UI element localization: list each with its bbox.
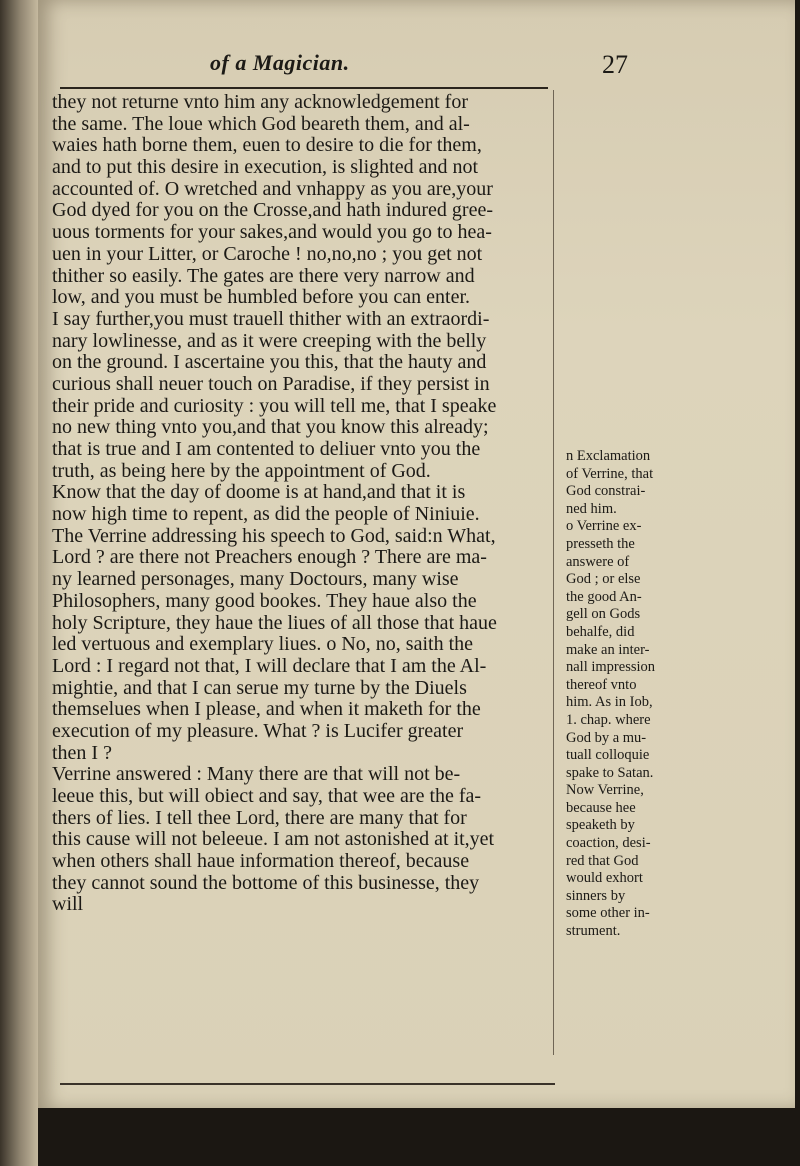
margin-note-line: strument. xyxy=(566,923,621,940)
text-line: the same. The loue which God beareth them, and al- xyxy=(52,112,470,135)
text-line: low, and you must be humbled before you can enter. xyxy=(52,286,471,309)
text-line: nary lowlinesse, and as it were creeping with the belly xyxy=(52,329,487,352)
text-line: thers of lies. I tell thee Lord, there are many that for xyxy=(52,806,467,829)
margin-note-line: n Exclamation xyxy=(566,448,651,464)
text-line: God dyed for you on the Crosse,and hath indured gree- xyxy=(52,199,493,222)
text-line: holy Scripture, they haue the liues of all those that haue xyxy=(52,611,497,634)
margin-note-line: because hee xyxy=(566,799,636,816)
margin-note-line: ned him. xyxy=(566,500,617,517)
text-line: no new thing vnto you,and that you know this already; xyxy=(52,416,489,439)
margin-note-line: 1. chap. where xyxy=(566,711,651,728)
text-line: now high time to repent, as did the people of Niniuie. xyxy=(52,503,480,526)
text-line: leeue this, but will obiect and say, that wee are the fa- xyxy=(52,785,482,807)
margin-note-line: him. As in Iob, xyxy=(566,694,653,711)
text-line: Lord ? are there not Preachers enough ? There are ma- xyxy=(52,546,487,569)
text-line: curious shall neuer touch on Paradise, if they persist in xyxy=(52,372,490,395)
text-line: Verrine answered : Many there are that will not be- xyxy=(52,763,461,786)
text-line: their pride and curiosity : you will tell me, that I speake xyxy=(52,394,497,417)
text-line: on the ground. I ascertaine you this, that the hauty and xyxy=(52,351,487,374)
text-line: thither so easily. The gates are there very narrow and xyxy=(52,264,475,287)
text-line: execution of my pleasure. What ? is Lucifer greater xyxy=(52,719,464,742)
margin-note-line: spake to Satan. xyxy=(566,764,654,781)
text-line: will xyxy=(52,893,84,916)
page-bottom-shadow xyxy=(38,1108,795,1166)
margin-note-line: some other in- xyxy=(566,905,650,922)
margin-note-line: of Verrine, that xyxy=(566,465,654,482)
text-line: Lord : I regard not that, I will declare that I am the Al- xyxy=(52,654,487,677)
text-line: Know that the day of doome is at hand,and that it is xyxy=(52,481,466,504)
text-line: accounted of. O wretched and vnhappy as you are,your xyxy=(52,177,493,200)
text-line: uen in your Litter, or Caroche ! no,no,no ; you get not xyxy=(52,242,483,265)
margin-note-line: thereof vnto xyxy=(566,676,637,693)
text-line: truth, as being here by the appointment of God. xyxy=(52,459,431,482)
margin-note-line: would exhort xyxy=(566,870,643,887)
text-line: ny learned personages, many Doctours, many wise xyxy=(52,568,459,591)
margin-note-line: sinners by xyxy=(566,887,626,904)
margin-note-line: Now Verrine, xyxy=(566,782,644,799)
margin-note-line: red that God xyxy=(566,852,639,869)
margin-note-line: the good An- xyxy=(566,588,642,605)
text-line: then I ? xyxy=(52,741,112,764)
margin-note-line: God by a mu- xyxy=(566,729,647,746)
margin-note-line: tuall colloquie xyxy=(566,747,650,764)
text-line: waies hath borne them, euen to desire to die for them, xyxy=(52,134,482,157)
text-line: that is true and I am contented to deliuer vnto you the xyxy=(52,438,481,460)
margin-note-line: God ; or else xyxy=(566,571,641,588)
text-line: when others shall haue information thereof, because xyxy=(52,850,470,873)
margin-note-line: o Verrine ex- xyxy=(566,518,642,535)
margin-note-line: answere of xyxy=(566,553,630,570)
text-line: Philosophers, many good bookes. They haue also the xyxy=(52,589,477,612)
text-line: themselues when I please, and when it maketh for the xyxy=(52,698,481,721)
text-line: I say further,you must trauell thither with an extraordi- xyxy=(52,307,490,330)
facing-page-edge xyxy=(0,0,40,1166)
margin-note-line: presseth the xyxy=(566,535,635,552)
margin-rule xyxy=(553,90,554,1055)
text-line: mightie, and that I can serue my turne by the Diuels xyxy=(52,676,467,699)
margin-note-line: nall impression xyxy=(566,659,656,676)
text-line: led vertuous and exemplary liues. o No, no, saith the xyxy=(52,633,474,656)
margin-note-line: God constrai- xyxy=(566,483,646,500)
margin-note-line: coaction, desi- xyxy=(566,835,651,852)
margin-note-line: make an inter- xyxy=(566,641,650,658)
text-line: uous torments for your sakes,and would you go to hea- xyxy=(52,221,492,244)
text-line: this cause will not beleeue. I am not astonished at it,yet xyxy=(52,828,495,851)
marginal-notes xyxy=(566,448,716,941)
page-number: 27 xyxy=(602,50,628,79)
margin-note-line: speaketh by xyxy=(566,817,635,834)
footer-rule xyxy=(60,1083,555,1085)
running-head: of a Magician. xyxy=(210,50,350,75)
margin-note-line: behalfe, did xyxy=(566,623,635,640)
margin-note-line: gell on Gods xyxy=(566,606,641,623)
header-rule xyxy=(60,87,548,89)
text-line: they cannot sound the bottome of this businesse, they xyxy=(52,871,480,894)
page-header xyxy=(210,50,660,90)
text-line: The Verrine addressing his speech to God, said:n What, xyxy=(52,524,496,547)
main-text-block xyxy=(52,92,550,916)
text-line: they not returne vnto him any acknowledgement for xyxy=(52,91,468,113)
text-line: and to put this desire in execution, is slighted and not xyxy=(52,156,479,179)
